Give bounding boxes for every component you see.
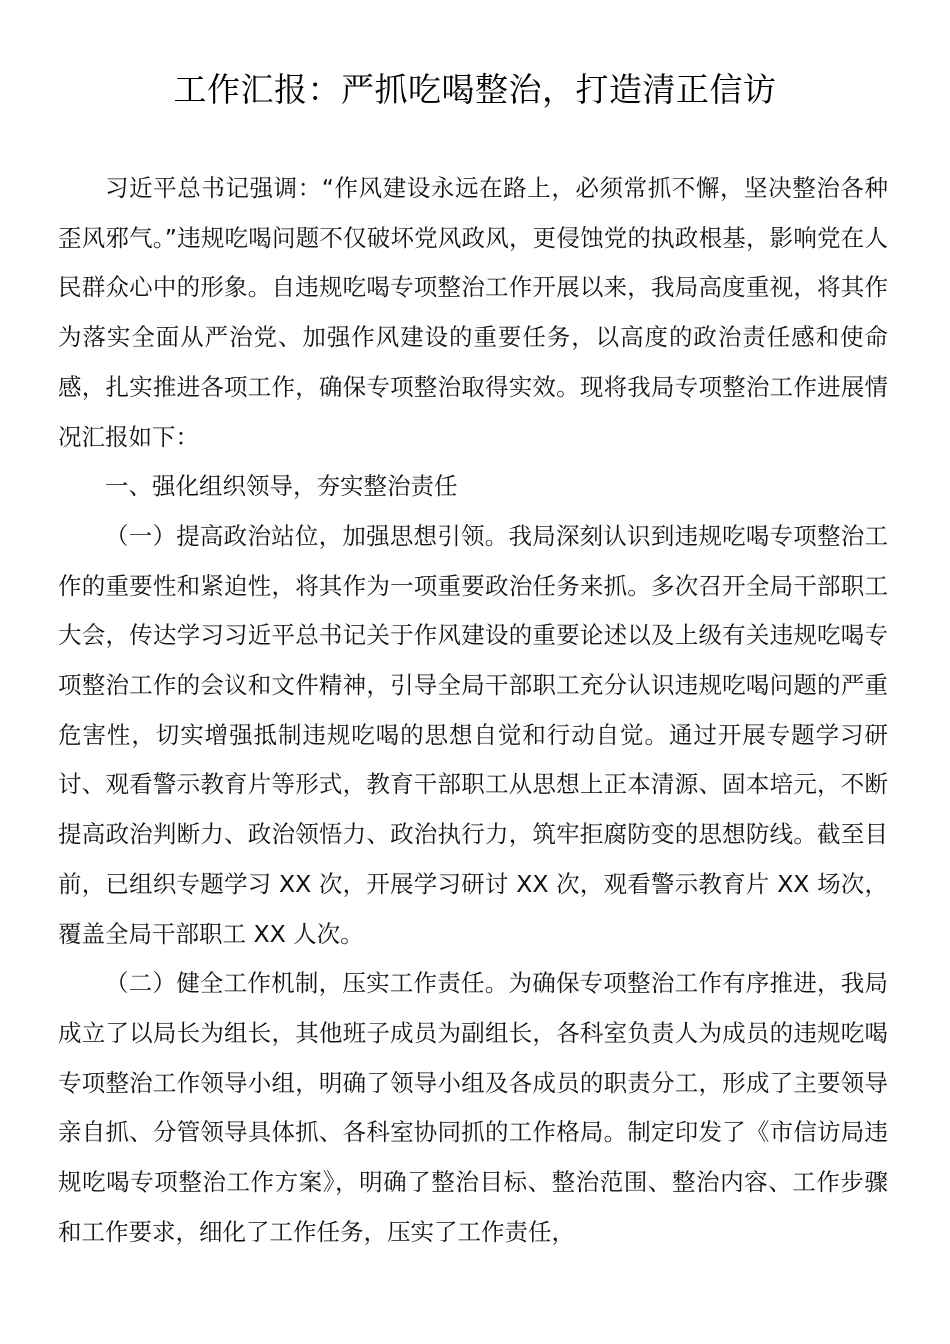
paragraph-1-2: （二）健全工作机制，压实工作责任。为确保专项整治工作有序推进，我局成立了以局长为组长，其他班子成员为副组长，各科室负责人为成员的违规吃喝专项整治工作领导小组，明确了领导小组及各成员的职责分工，形成了主要领导亲自抓、分管领导具体抓、各科室协同抓的工作格局。制定印发了《市信访局违规吃喝专项整治工作方案》，明确了整治目标、整治范围、整治内容、工作步骤和工作要求，细化了工作任务，压实了工作责任， — [58, 969, 888, 1246]
section-heading-1: 一、强化组织领导，夯实整治责任 — [105, 472, 458, 501]
document-body — [58, 164, 888, 1257]
paragraph-intro: 习近平总书记强调：“作风建设永远在路上，必须常抓不懈，坚决整治各种歪风邪气。”违规吃喝问题不仅破坏党风政风，更侵蚀党的执政根基，影响党在人民群众心中的形象。自违规吃喝专项整治工作开展以来，我局高度重视，将其作为落实全面从严治党、加强作风建设的重要任务，以高度的政治责任感和使命感，扎实推进各项工作，确保专项整治取得实效。现将我局专项整治工作进展情况汇报如下： — [58, 174, 888, 451]
paragraph-1-1: （一）提高政治站位，加强思想引领。我局深刻认识到违规吃喝专项整治工作的重要性和紧迫性，将其作为一项重要政治任务来抓。多次召开全局干部职工大会，传达学习习近平总书记关于作风建设的重要论述以及上级有关违规吃喝专项整治工作的会议和文件精神，引导全局干部职工充分认识违规吃喝问题的严重危害性，切实增强抵制违规吃喝的思想自觉和行动自觉。通过开展专题学习研讨、观看警示教育片等形式，教育干部职工从思想上正本清源、固本培元，不断提高政治判断力、政治领悟力、政治执行力，筑牢拒腐防变的思想防线。截至目前，已组织专题学习 XX 次，开展学习研讨 XX 次，观看警示教育片 XX 场次，覆盖全局干部职工 XX 人次。 — [58, 521, 888, 948]
document-title: 工作汇报：严抓吃喝整治，打造清正信访 — [173, 70, 777, 109]
